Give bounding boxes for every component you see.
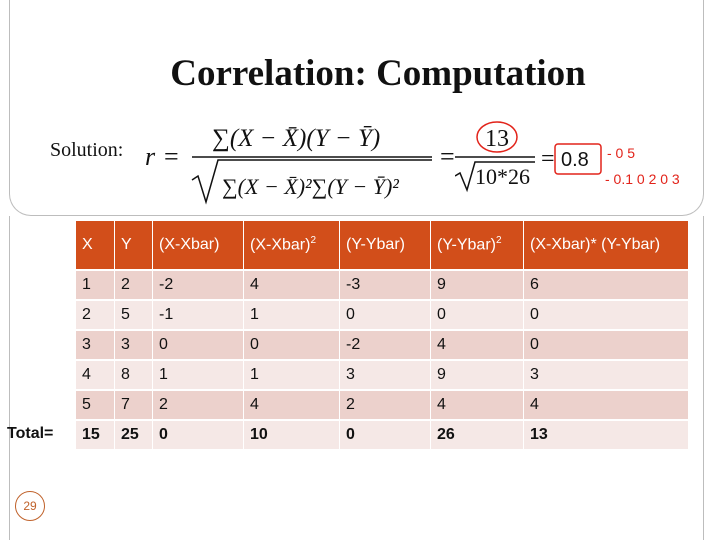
table-cell: 1 [244, 299, 340, 329]
header-x-dev: (X-Xbar) [153, 221, 244, 269]
table-cell: 3 [524, 359, 688, 389]
table-row [76, 329, 688, 359]
table-cell: 1 [153, 359, 244, 389]
table-cell: 4 [76, 359, 115, 389]
table-cell: 0 [244, 329, 340, 359]
table-total-row [76, 419, 688, 449]
table-cell: 2 [340, 389, 431, 419]
table-cell: 3 [115, 329, 153, 359]
total-cell: 0 [153, 419, 244, 449]
table-row [76, 269, 688, 299]
table-cell: 6 [524, 269, 688, 299]
table-header-row [76, 221, 688, 269]
table-cell: 4 [524, 389, 688, 419]
table-cell: 3 [76, 329, 115, 359]
computation-table-wrap [76, 221, 688, 449]
header-y-dev: (Y-Ybar) [340, 221, 431, 269]
formula-equals-2: = [440, 142, 455, 171]
fraction-denominator: 10*26 [475, 164, 530, 189]
total-cell: 15 [76, 419, 115, 449]
handwritten-note-1: - 0 5 [607, 145, 636, 161]
total-label: Total= [7, 425, 54, 442]
formula-equals: = [164, 142, 179, 171]
page-number: 29 [15, 491, 45, 521]
table-cell: 1 [76, 269, 115, 299]
slide-frame-right [703, 216, 704, 447]
header-x-dev-sq: (X-Xbar)$^2$ [244, 221, 340, 269]
table-cell: 4 [431, 389, 524, 419]
total-cell: 10 [244, 419, 340, 449]
header-x: X [76, 221, 115, 269]
table-cell: 0 [524, 299, 688, 329]
handwritten-note-2: - 0.1 0 2 0 3 [605, 171, 680, 187]
table-cell: 0 [153, 329, 244, 359]
table-cell: 0 [431, 299, 524, 329]
total-cell: 25 [115, 419, 153, 449]
formula-result: 0.8 [561, 149, 589, 171]
table-row [76, 389, 688, 419]
fraction-numerator: 13 [485, 126, 509, 152]
table-cell: 4 [244, 269, 340, 299]
table-cell: -2 [153, 269, 244, 299]
total-cell: 26 [431, 419, 524, 449]
table-cell: 9 [431, 269, 524, 299]
formula-numerator: ∑(X − X̄)(Y − Ȳ) [212, 125, 381, 152]
table-cell: -1 [153, 299, 244, 329]
table-cell: 5 [76, 389, 115, 419]
slide-title: Correlation: Computation [170, 53, 586, 94]
header-product: (X-Xbar)* (Y-Ybar) [524, 221, 688, 269]
formula-r: r [145, 142, 156, 171]
table-cell: 0 [524, 329, 688, 359]
table-cell: 9 [431, 359, 524, 389]
formula-denominator: ∑(X − X̄)²∑(Y − Ȳ)² [222, 174, 399, 199]
table-cell: 8 [115, 359, 153, 389]
table-cell: 7 [115, 389, 153, 419]
table-cell: 3 [340, 359, 431, 389]
slide-frame-bottom [9, 447, 704, 540]
table-cell: 5 [115, 299, 153, 329]
table-cell: -3 [340, 269, 431, 299]
table-cell: 0 [340, 299, 431, 329]
total-cell: 0 [340, 419, 431, 449]
header-y-dev-sq: (Y-Ybar)$^2$ [431, 221, 524, 269]
handwritten-annotations [455, 110, 710, 200]
solution-label: Solution: [50, 139, 124, 161]
computation-table [76, 221, 688, 449]
table-cell: 4 [431, 329, 524, 359]
equals-3: = [541, 146, 555, 172]
table-cell: -2 [340, 329, 431, 359]
slide-frame-left [9, 216, 10, 447]
table-cell: 4 [244, 389, 340, 419]
total-cell: 13 [524, 419, 688, 449]
table-cell: 1 [244, 359, 340, 389]
correlation-formula [140, 110, 470, 210]
table-row [76, 359, 688, 389]
table-cell: 2 [153, 389, 244, 419]
table-row [76, 299, 688, 329]
table-cell: 2 [76, 299, 115, 329]
table-cell: 2 [115, 269, 153, 299]
header-y: Y [115, 221, 153, 269]
